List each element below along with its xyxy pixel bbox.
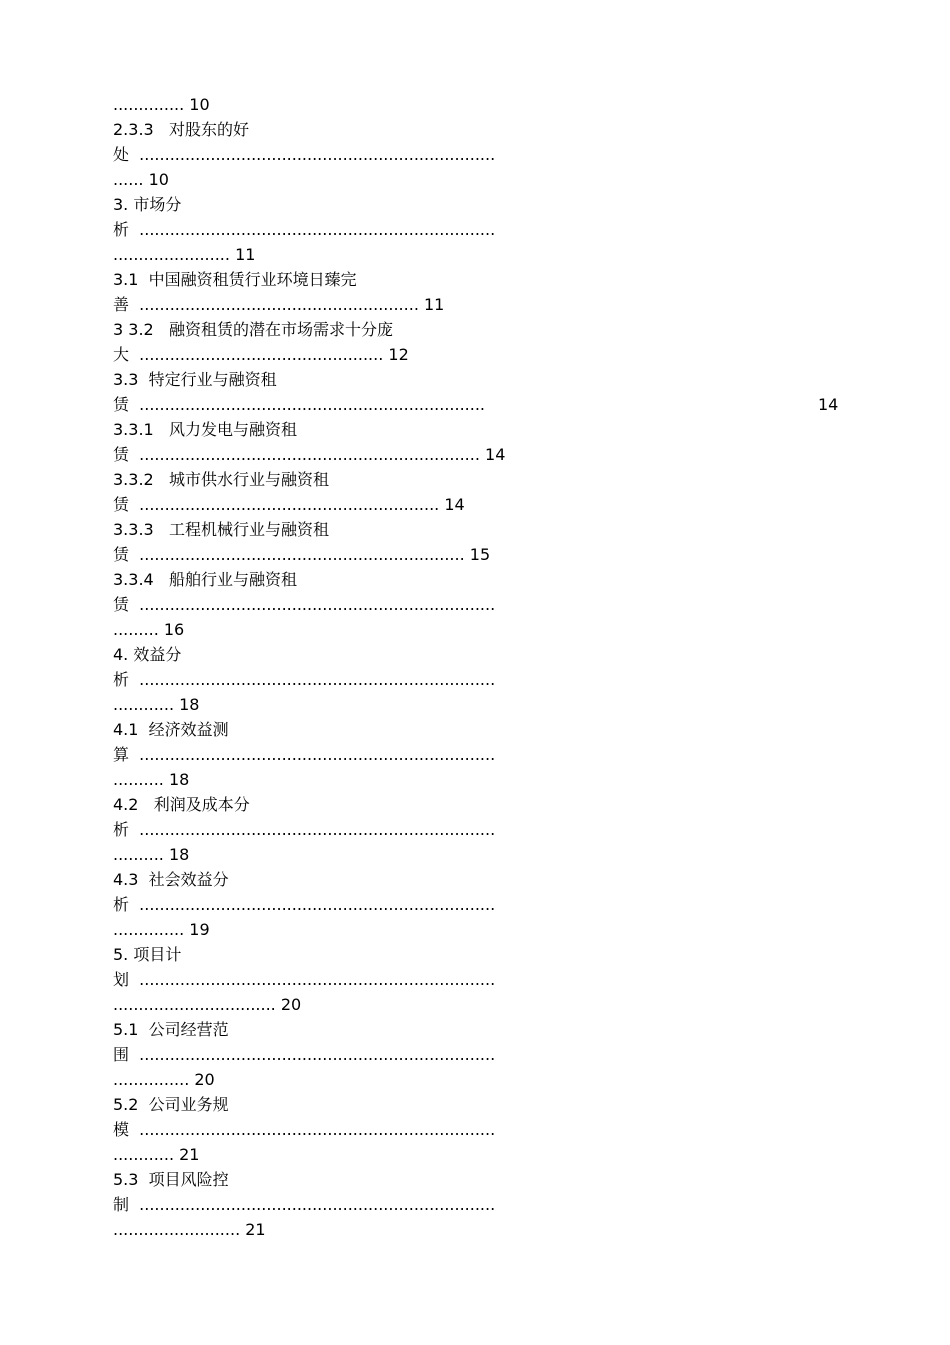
toc-line [113, 892, 853, 917]
toc-line [113, 992, 853, 1017]
toc-line [113, 117, 853, 142]
toc-line-text: .............. 19 [113, 920, 210, 939]
toc-line [113, 367, 853, 392]
toc-line-text: 4.3 社会效益分 [113, 870, 229, 889]
toc-line [113, 92, 853, 117]
toc-line [113, 1042, 853, 1067]
toc-line [113, 142, 853, 167]
toc-line [113, 842, 853, 867]
toc-line [113, 592, 853, 617]
toc-line [113, 717, 853, 742]
toc-line [113, 817, 853, 842]
toc-line-text: 5.1 公司经营范 [113, 1020, 229, 1039]
toc-line-text: 模 ...................................................................... [113, 1120, 496, 1139]
toc-line [113, 767, 853, 792]
toc-line-text: 赁 .................................................................... [113, 395, 486, 414]
toc-line [113, 792, 853, 817]
toc-line [113, 567, 853, 592]
toc-line-text: 3 3.2 融资租赁的潜在市场需求十分庞 [113, 320, 393, 339]
toc-line-text: 析 ...................................................................... [113, 895, 496, 914]
toc-line-text: 划 ...................................................................... [113, 970, 496, 989]
toc-line-text: ...... 10 [113, 170, 169, 189]
toc-line-text: 3.3.1 风力发电与融资租 [113, 420, 297, 439]
toc-line-text: ............... 20 [113, 1070, 215, 1089]
toc-line-text: ......................... 21 [113, 1220, 266, 1239]
toc-line-text: 赁 ...................................................................... [113, 595, 496, 614]
toc-line-text: 析 ...................................................................... [113, 670, 496, 689]
toc-line [113, 1217, 853, 1242]
toc-line-text: 赁 ................................................................ 15 [113, 545, 491, 564]
toc-line-text: 5.3 项目风险控 [113, 1170, 229, 1189]
toc-line-text: 制 ...................................................................... [113, 1195, 496, 1214]
toc-line-text: 3.3.2 城市供水行业与融资租 [113, 470, 329, 489]
toc-line-text: 5.2 公司业务规 [113, 1095, 229, 1114]
toc-line [113, 967, 853, 992]
toc-line [113, 542, 853, 567]
toc-page-number: 14 [818, 395, 839, 414]
toc-line [113, 1192, 853, 1217]
toc-line-text: 3.3 特定行业与融资租 [113, 370, 277, 389]
toc-line [113, 667, 853, 692]
toc-line [113, 242, 853, 267]
toc-line-text: 析 ...................................................................... [113, 220, 496, 239]
table-of-contents [113, 92, 853, 1242]
toc-line-text: 3. 市场分 [113, 195, 182, 214]
toc-line [113, 417, 853, 442]
toc-line-text: ............ 18 [113, 695, 200, 714]
toc-line-text: 善 ....................................................... 11 [113, 295, 445, 314]
toc-line-text: 大 ................................................ 12 [113, 345, 409, 364]
toc-line-text: .............. 10 [113, 95, 210, 114]
toc-line-text: .......... 18 [113, 845, 190, 864]
toc-line-text: 5. 项目计 [113, 945, 182, 964]
toc-line-text: 处 ...................................................................... [113, 145, 496, 164]
toc-line [113, 1167, 853, 1192]
toc-line [113, 167, 853, 192]
toc-line-text: 3.1 中国融资租赁行业环境日臻完 [113, 270, 357, 289]
toc-line [113, 492, 853, 517]
toc-line-text: ....................... 11 [113, 245, 256, 264]
toc-line-text: 赁 ................................................................... 14 [113, 445, 506, 464]
toc-line-text: ............ 21 [113, 1145, 200, 1164]
toc-line-text: 4.1 经济效益测 [113, 720, 229, 739]
toc-line-text: 4.2 利润及成本分 [113, 795, 250, 814]
toc-line-text: 2.3.3 对股东的好 [113, 120, 249, 139]
toc-line [113, 442, 853, 467]
toc-line-text: 4. 效益分 [113, 645, 182, 664]
toc-line [113, 642, 853, 667]
toc-line-text: 析 ...................................................................... [113, 820, 496, 839]
toc-line-text: ......... 16 [113, 620, 185, 639]
toc-line [113, 192, 853, 217]
toc-line-text: 3.3.4 船舶行业与融资租 [113, 570, 297, 589]
toc-line-text: ................................ 20 [113, 995, 302, 1014]
toc-line [113, 1117, 853, 1142]
toc-line-text: 赁 ........................................................... 14 [113, 495, 465, 514]
toc-line [113, 617, 853, 642]
toc-line [113, 392, 853, 417]
toc-line [113, 517, 853, 542]
toc-line [113, 267, 853, 292]
toc-line-text: 算 ...................................................................... [113, 745, 496, 764]
toc-line-text: 3.3.3 工程机械行业与融资租 [113, 520, 329, 539]
toc-line [113, 1017, 853, 1042]
toc-line [113, 217, 853, 242]
toc-line [113, 1092, 853, 1117]
toc-line [113, 1142, 853, 1167]
toc-line [113, 342, 853, 367]
toc-line-text: 围 ...................................................................... [113, 1045, 496, 1064]
toc-line-text: .......... 18 [113, 770, 190, 789]
toc-line [113, 917, 853, 942]
toc-line [113, 867, 853, 892]
toc-line [113, 742, 853, 767]
toc-line [113, 317, 853, 342]
toc-line [113, 1067, 853, 1092]
toc-line [113, 292, 853, 317]
toc-line [113, 467, 853, 492]
toc-line [113, 942, 853, 967]
toc-line [113, 692, 853, 717]
